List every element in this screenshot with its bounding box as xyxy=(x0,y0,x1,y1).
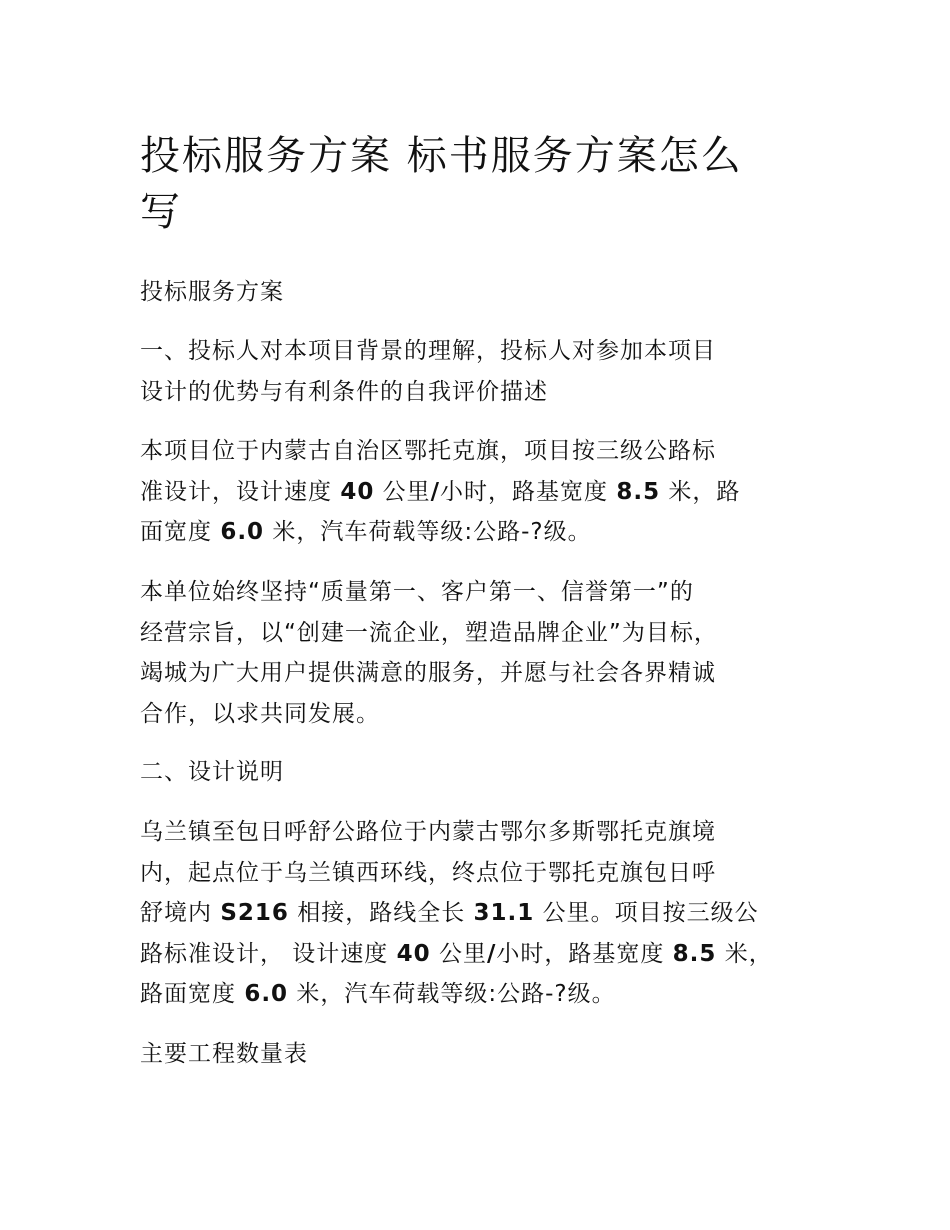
document-page xyxy=(140,0,830,1230)
paragraph-quantity-table-heading xyxy=(140,1034,830,1075)
paragraph-line: 二、设计说明 xyxy=(140,759,284,785)
paragraph-line: 本项目位于内蒙古自治区鄂托克旗，项目按三级公路标 xyxy=(140,438,716,464)
paragraph-subtitle xyxy=(140,272,830,313)
paragraph-line xyxy=(140,934,830,975)
text-run: 相接，路线全长 xyxy=(288,900,474,926)
paragraph-line xyxy=(140,893,830,934)
text-run: 小时，路基宽度 xyxy=(440,478,617,505)
bold-number: 8.5 xyxy=(616,478,661,505)
paragraph-line xyxy=(140,512,830,553)
paragraph-company-motto xyxy=(140,572,830,734)
paragraph-line xyxy=(140,472,830,513)
paragraph-line: 内，起点位于乌兰镇西环线，终点位于鄂托克旗包日呼 xyxy=(140,859,716,886)
text-run: 准设计，设计速度 xyxy=(140,478,341,505)
paragraph-line xyxy=(140,974,830,1015)
text-run: 米，路 xyxy=(660,478,741,505)
text-run: 路标准设计， 设计速度 xyxy=(140,940,397,967)
bold-slash: / xyxy=(430,478,441,505)
bold-number: 6.0 xyxy=(220,519,265,545)
paragraph-line: 乌兰镇至包日呼舒公路位于内蒙古鄂尔多斯鄂托克旗境 xyxy=(140,819,716,845)
bold-road-code: S216 xyxy=(220,900,289,926)
paragraph-project-location xyxy=(140,431,830,553)
paragraph-line: 设计的优势与有利条件的自我评价描述 xyxy=(140,378,548,405)
text-run: 米，汽车荷载等级:公路-?级。 xyxy=(288,981,616,1007)
text-run: 米， xyxy=(716,940,773,967)
title-line-1: 投标服务方案 标书服务方案怎么 xyxy=(140,133,743,179)
title-line-2: 写 xyxy=(140,189,182,235)
paragraph-line: 本单位始终坚持“质量第一、客户第一、信誉第一”的 xyxy=(140,579,694,605)
text-run: 面宽度 xyxy=(140,519,221,545)
bold-number: 6.0 xyxy=(244,981,289,1007)
bold-number: 40 xyxy=(340,478,375,505)
paragraph-line: 经营宗旨，以“创建一流企业，塑造品牌企业”为目标， xyxy=(140,619,718,646)
text-run: 公里 xyxy=(430,940,487,967)
bold-number: 31.1 xyxy=(473,900,535,926)
paragraph-line: 合作，以求共同发展。 xyxy=(140,700,380,727)
paragraph-line: 一、投标人对本项目背景的理解，投标人对参加本项目 xyxy=(140,338,716,364)
document-title xyxy=(140,128,830,240)
text-run: 路面宽度 xyxy=(140,981,245,1007)
paragraph-design-description xyxy=(140,812,830,1015)
text-run: 米，汽车荷载等级:公路-?级。 xyxy=(264,519,592,545)
text-run: 公里 xyxy=(374,478,431,505)
paragraph-line: 投标服务方案 xyxy=(140,279,284,305)
paragraph-section-two-heading xyxy=(140,752,830,793)
paragraph-line: 竭城为广大用户提供满意的服务，并愿与社会各界精诚 xyxy=(140,660,716,686)
text-run: 公里。项目按三级公 xyxy=(534,900,759,926)
bold-slash: / xyxy=(486,940,497,967)
bold-number: 40 xyxy=(396,940,431,967)
bold-number: 8.5 xyxy=(672,940,717,967)
text-run: 舒境内 xyxy=(140,900,221,926)
text-run: 小时，路基宽度 xyxy=(496,940,673,967)
paragraph-section-one-heading xyxy=(140,331,830,412)
paragraph-line: 主要工程数量表 xyxy=(140,1041,308,1067)
